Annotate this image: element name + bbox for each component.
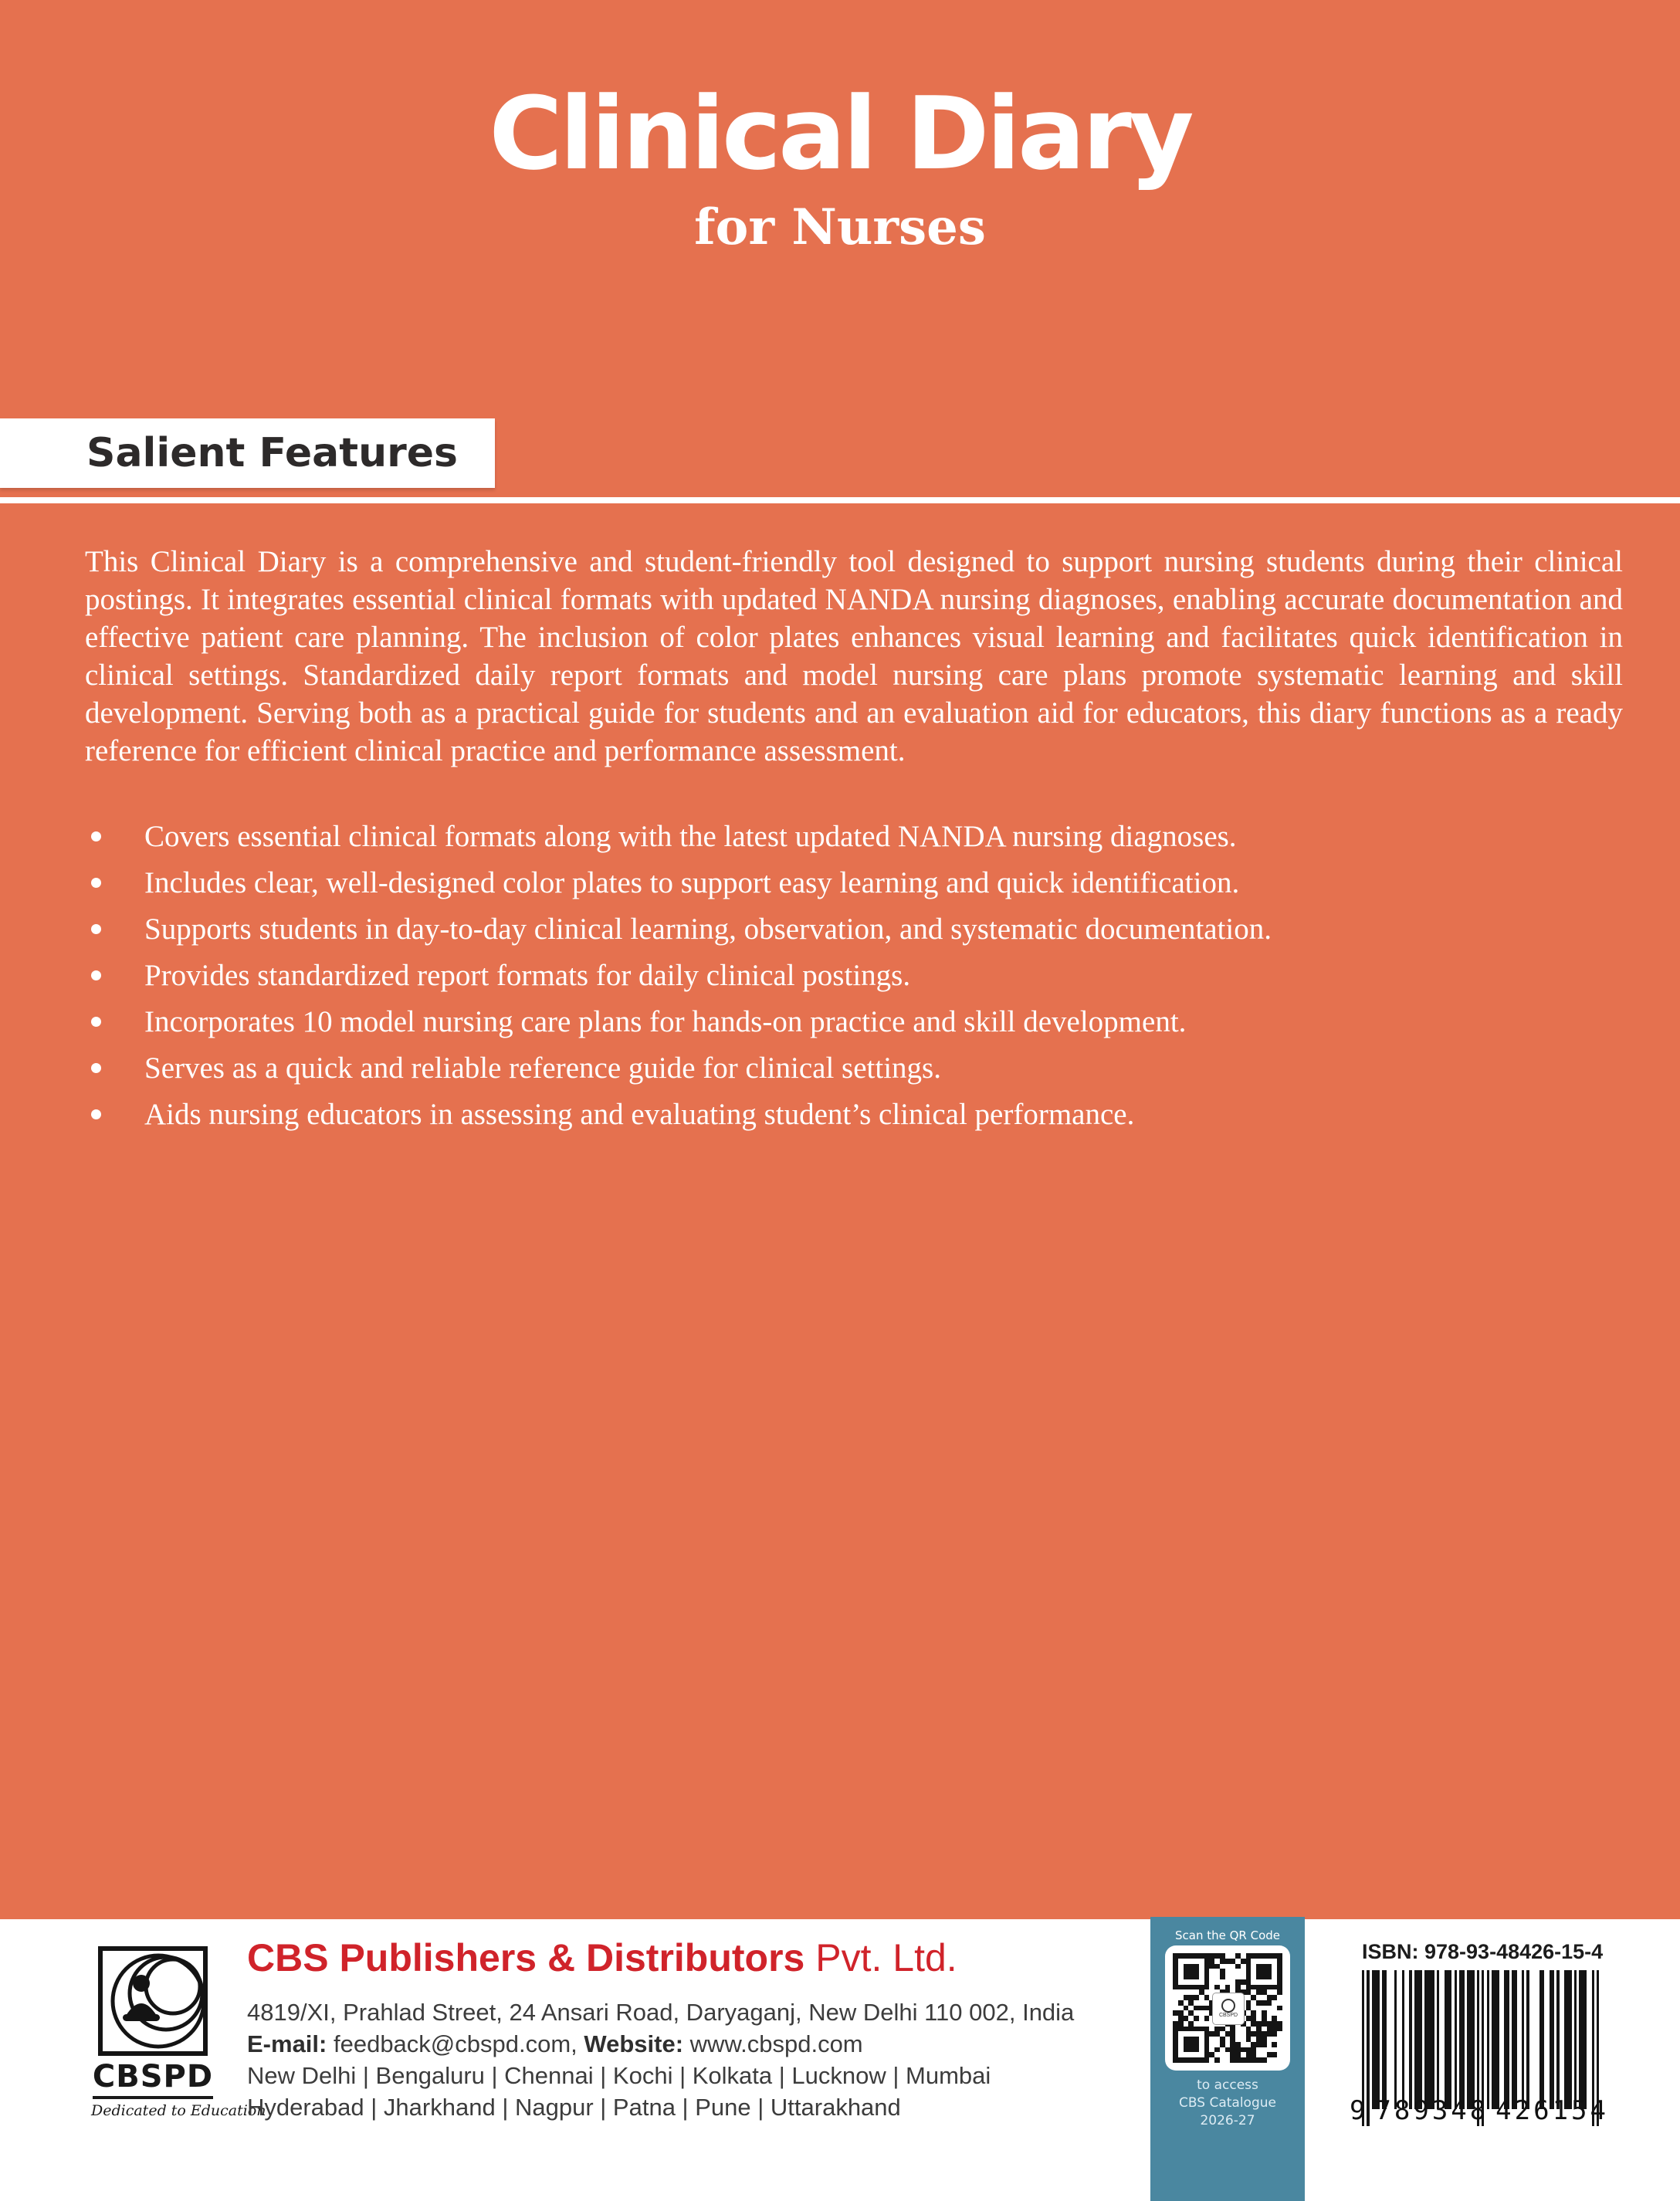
book-subtitle: for Nurses xyxy=(694,198,986,256)
publisher-address: 4819/XI, Prahlad Street, 24 Ansari Road, Daryaganj, New Delhi 110 002, India xyxy=(247,1999,1075,2026)
feature-text: Serves as a quick and reliable reference guide for clinical settings. xyxy=(144,1051,941,1085)
barcode-digit-group-1: 9 xyxy=(1350,2095,1369,2126)
qr-caption-bottom-3: 2026-27 xyxy=(1200,2113,1255,2128)
feature-text: Incorporates 10 model nursing care plans for hands-on practice and skill development. xyxy=(144,1005,1187,1038)
qr-code xyxy=(1165,1945,1290,2071)
barcode-digit-group-3: 426154 xyxy=(1495,2095,1609,2126)
qr-center-logo-text: CBSPD xyxy=(1218,2013,1238,2018)
feature-item xyxy=(85,913,1623,946)
divider-line xyxy=(0,497,1680,503)
barcode-digits xyxy=(1350,2095,1609,2126)
publisher-name-main: CBS Publishers & Distributors xyxy=(247,1936,805,1979)
publisher-cities-1: New Delhi | Bengaluru | Chennai | Kochi | Kolkata | Lucknow | Mumbai xyxy=(247,2062,991,2089)
cbspd-logo-rule xyxy=(93,2096,213,2099)
email-label: E-mail: xyxy=(247,2030,327,2057)
email-value: feedback@cbspd.com, xyxy=(333,2030,578,2057)
qr-panel xyxy=(1150,1917,1305,2201)
qr-center-logo xyxy=(1212,1993,1245,2025)
qr-caption-bottom-2: CBS Catalogue xyxy=(1179,2095,1276,2111)
feature-text: Includes clear, well-designed color plates to support easy learning and quick identification. xyxy=(144,866,1240,899)
publisher-contact xyxy=(247,2030,863,2059)
publisher-name-suffix: Pvt. Ltd. xyxy=(815,1936,957,1979)
bullet-dot xyxy=(91,1063,101,1073)
feature-item xyxy=(85,1098,1623,1132)
cbspd-logo-icon xyxy=(98,1946,208,2056)
publisher-name xyxy=(247,1936,957,1979)
book-title: Clinical Diary xyxy=(489,75,1191,192)
salient-features-banner xyxy=(0,418,495,488)
features-list xyxy=(85,820,1623,1144)
bullet-dot xyxy=(91,924,101,934)
bullet-dot xyxy=(91,1017,101,1027)
salient-features-label: Salient Features xyxy=(86,430,458,476)
feature-text: Covers essential clinical formats along with the latest updated NANDA nursing diagnoses. xyxy=(144,820,1237,853)
feature-text: Provides standardized report formats for daily clinical postings. xyxy=(144,959,911,992)
footer xyxy=(0,1919,1680,2201)
cbspd-logo xyxy=(91,1946,266,2119)
website-value: www.cbspd.com xyxy=(689,2030,863,2057)
feature-text: Aids nursing educators in assessing and evaluating student’s clinical performance. xyxy=(144,1098,1135,1131)
publisher-cities-2: Hyderabad | Jharkhand | Nagpur | Patna | Pune | Uttarakhand xyxy=(247,2094,901,2121)
description-paragraph: This Clinical Diary is a comprehensive and student-friendly tool designed to support nursing students during their clinical postings. It integrates essential clinical formats with updated NANDA nursing diagnoses, enabling accurate documentation and effective patient care planning. The inclusion of color plates enhances visual learning and facilitates quick identification in clinical settings. Standardized daily report formats and model nursing care plans promote systematic learning and skill development. Serving both as a practical guide for students and an evaluation aid for educators, this diary functions as a ready reference for efficient clinical practice and performance assessment. xyxy=(85,545,1623,767)
feature-item xyxy=(85,1051,1623,1085)
feature-item xyxy=(85,1005,1623,1039)
cbspd-logo-tagline: Dedicated to Education xyxy=(91,2102,266,2119)
bullet-dot xyxy=(91,878,101,888)
bullet-dot xyxy=(91,831,101,841)
feature-item xyxy=(85,959,1623,993)
barcode-digit-group-2: 789348 xyxy=(1375,2095,1489,2126)
qr-center-logo-ring xyxy=(1221,1999,1235,2013)
bullet-dot xyxy=(91,970,101,980)
feature-text: Supports students in day-to-day clinical learning, observation, and systematic documentation. xyxy=(144,913,1272,946)
cbspd-logo-name: CBSPD xyxy=(92,2059,214,2094)
bullet-dot xyxy=(91,1109,101,1119)
feature-item xyxy=(85,866,1623,900)
qr-caption-top: Scan the QR Code xyxy=(1174,1928,1281,1942)
qr-caption-bottom-1: to access xyxy=(1197,2077,1258,2093)
isbn-number: ISBN: 978-93-48426-15-4 xyxy=(1362,1940,1604,1963)
feature-item xyxy=(85,820,1623,854)
website-label: Website: xyxy=(584,2030,684,2057)
